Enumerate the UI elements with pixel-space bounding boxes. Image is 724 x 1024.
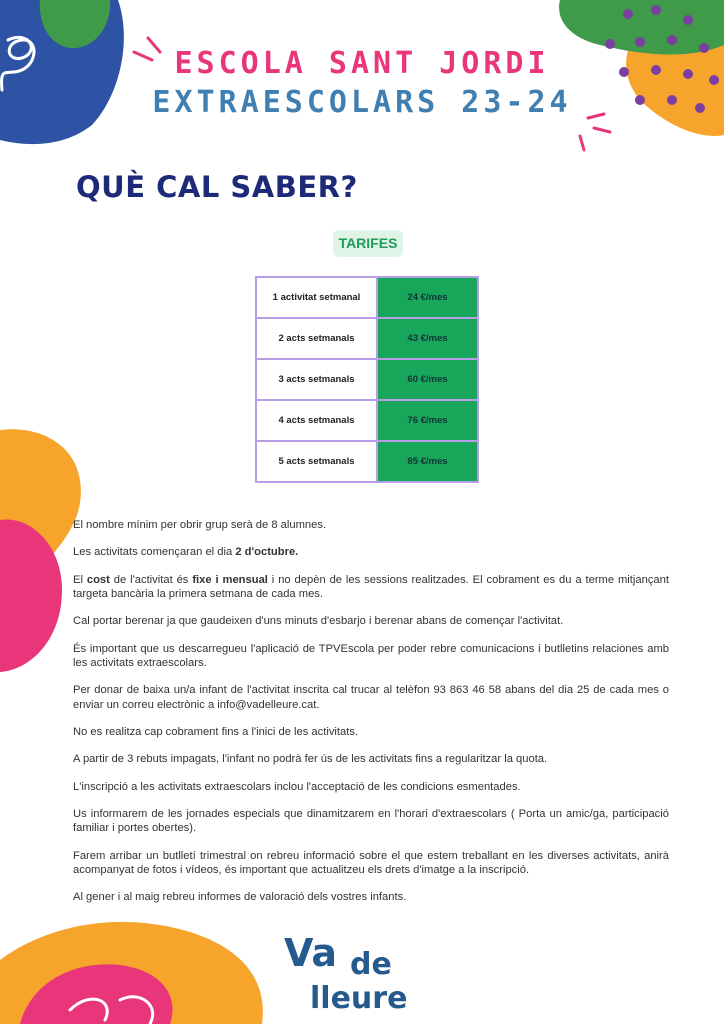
paragraph-special-days: Us informarem de les jornades especials que dinamitzarem en l'horari d'extraescolars ( Porta un amic/ga, participació familiar i portes obertes). xyxy=(73,808,669,835)
rate-label: 3 acts setmanals xyxy=(256,359,377,400)
extracurricular-subtitle: EXTRAESCOLARS 23-24 xyxy=(152,85,572,120)
logo-text-lleure: lleure xyxy=(310,981,408,1014)
rate-price: 43 €/mes xyxy=(377,318,478,359)
rate-label: 2 acts setmanals xyxy=(256,318,377,359)
paragraph-unpaid: A partir de 3 rebuts impagats, l'infant no podrà fer ús de les activitats fins a regularitzar la quota. xyxy=(73,753,548,766)
paragraph-reports: Al gener i al maig rebreu informes de valoració dels vostres infants. xyxy=(73,891,407,904)
paragraph-cost: El cost de l'activitat és fixe i mensual i no depèn de les sessions realitzades. El cobrament es du a terme mitjançant targeta bancària la primera setmana de cada mes. xyxy=(73,573,669,600)
rates-table xyxy=(255,276,479,483)
logo-text-va: Va xyxy=(284,931,337,975)
paragraph-acceptance: L'inscripció a les activitats extraescolars inclou l'acceptació de les condicions esmentades. xyxy=(73,780,521,793)
paragraph-start-date: Les activitats començaran el dia 2 d'octubre. xyxy=(73,546,299,559)
paragraph-cancellation: Per donar de baixa un/a infant de l'activitat inscrita cal trucar al telèfon 93 863 46 58 abans del dia 25 de cada mes o enviar un correu electrònic a info@vadelleure.cat. xyxy=(73,684,669,711)
rate-label: 4 acts setmanals xyxy=(256,400,377,441)
rate-price: 60 €/mes xyxy=(377,359,478,400)
paragraph-snack: Cal portar berenar ja que gaudeixen d'uns minuts d'esbarjo i berenar abans de començar l'activitat. xyxy=(73,615,564,628)
rate-price: 85 €/mes xyxy=(377,441,478,482)
rate-row xyxy=(256,359,478,400)
rate-row xyxy=(256,441,478,482)
rates-badge: TARIFES xyxy=(333,230,403,257)
rate-price: 76 €/mes xyxy=(377,400,478,441)
paragraph-min-group: El nombre mínim per obrir grup serà de 8 alumnes. xyxy=(73,519,327,531)
vadelleure-logo xyxy=(280,930,440,1014)
info-text xyxy=(73,518,669,918)
rate-row xyxy=(256,318,478,359)
rate-label: 5 acts setmanals xyxy=(256,441,377,482)
rate-row xyxy=(256,277,478,318)
start-date: 2 d'octubre. xyxy=(235,546,299,559)
paragraph-newsletter: Farem arribar un butlletí trimestral on rebreu informació sobre el que estem treballant en les diverses activitats, anirà acompanyat de fotos i vídeos, és important que actualitzeu els drets d'imatge a la inscripció. xyxy=(73,849,669,876)
section-title: QUÈ CAL SABER? xyxy=(76,170,358,204)
paragraph-app: És important que us descarregueu l'aplicació de TPVEscola per poder rebre comunicacions i butlletins relaciones amb les activitats extraescolars. xyxy=(73,642,669,669)
school-name-heading: ESCOLA SANT JORDI xyxy=(174,46,550,81)
rate-row xyxy=(256,400,478,441)
paragraph-no-charge: No es realitza cap cobrament fins a l'inici de les activitats. xyxy=(73,725,359,738)
rate-label: 1 activitat setmanal xyxy=(256,277,377,318)
rate-price: 24 €/mes xyxy=(377,277,478,318)
logo-text-de: de xyxy=(350,947,392,982)
